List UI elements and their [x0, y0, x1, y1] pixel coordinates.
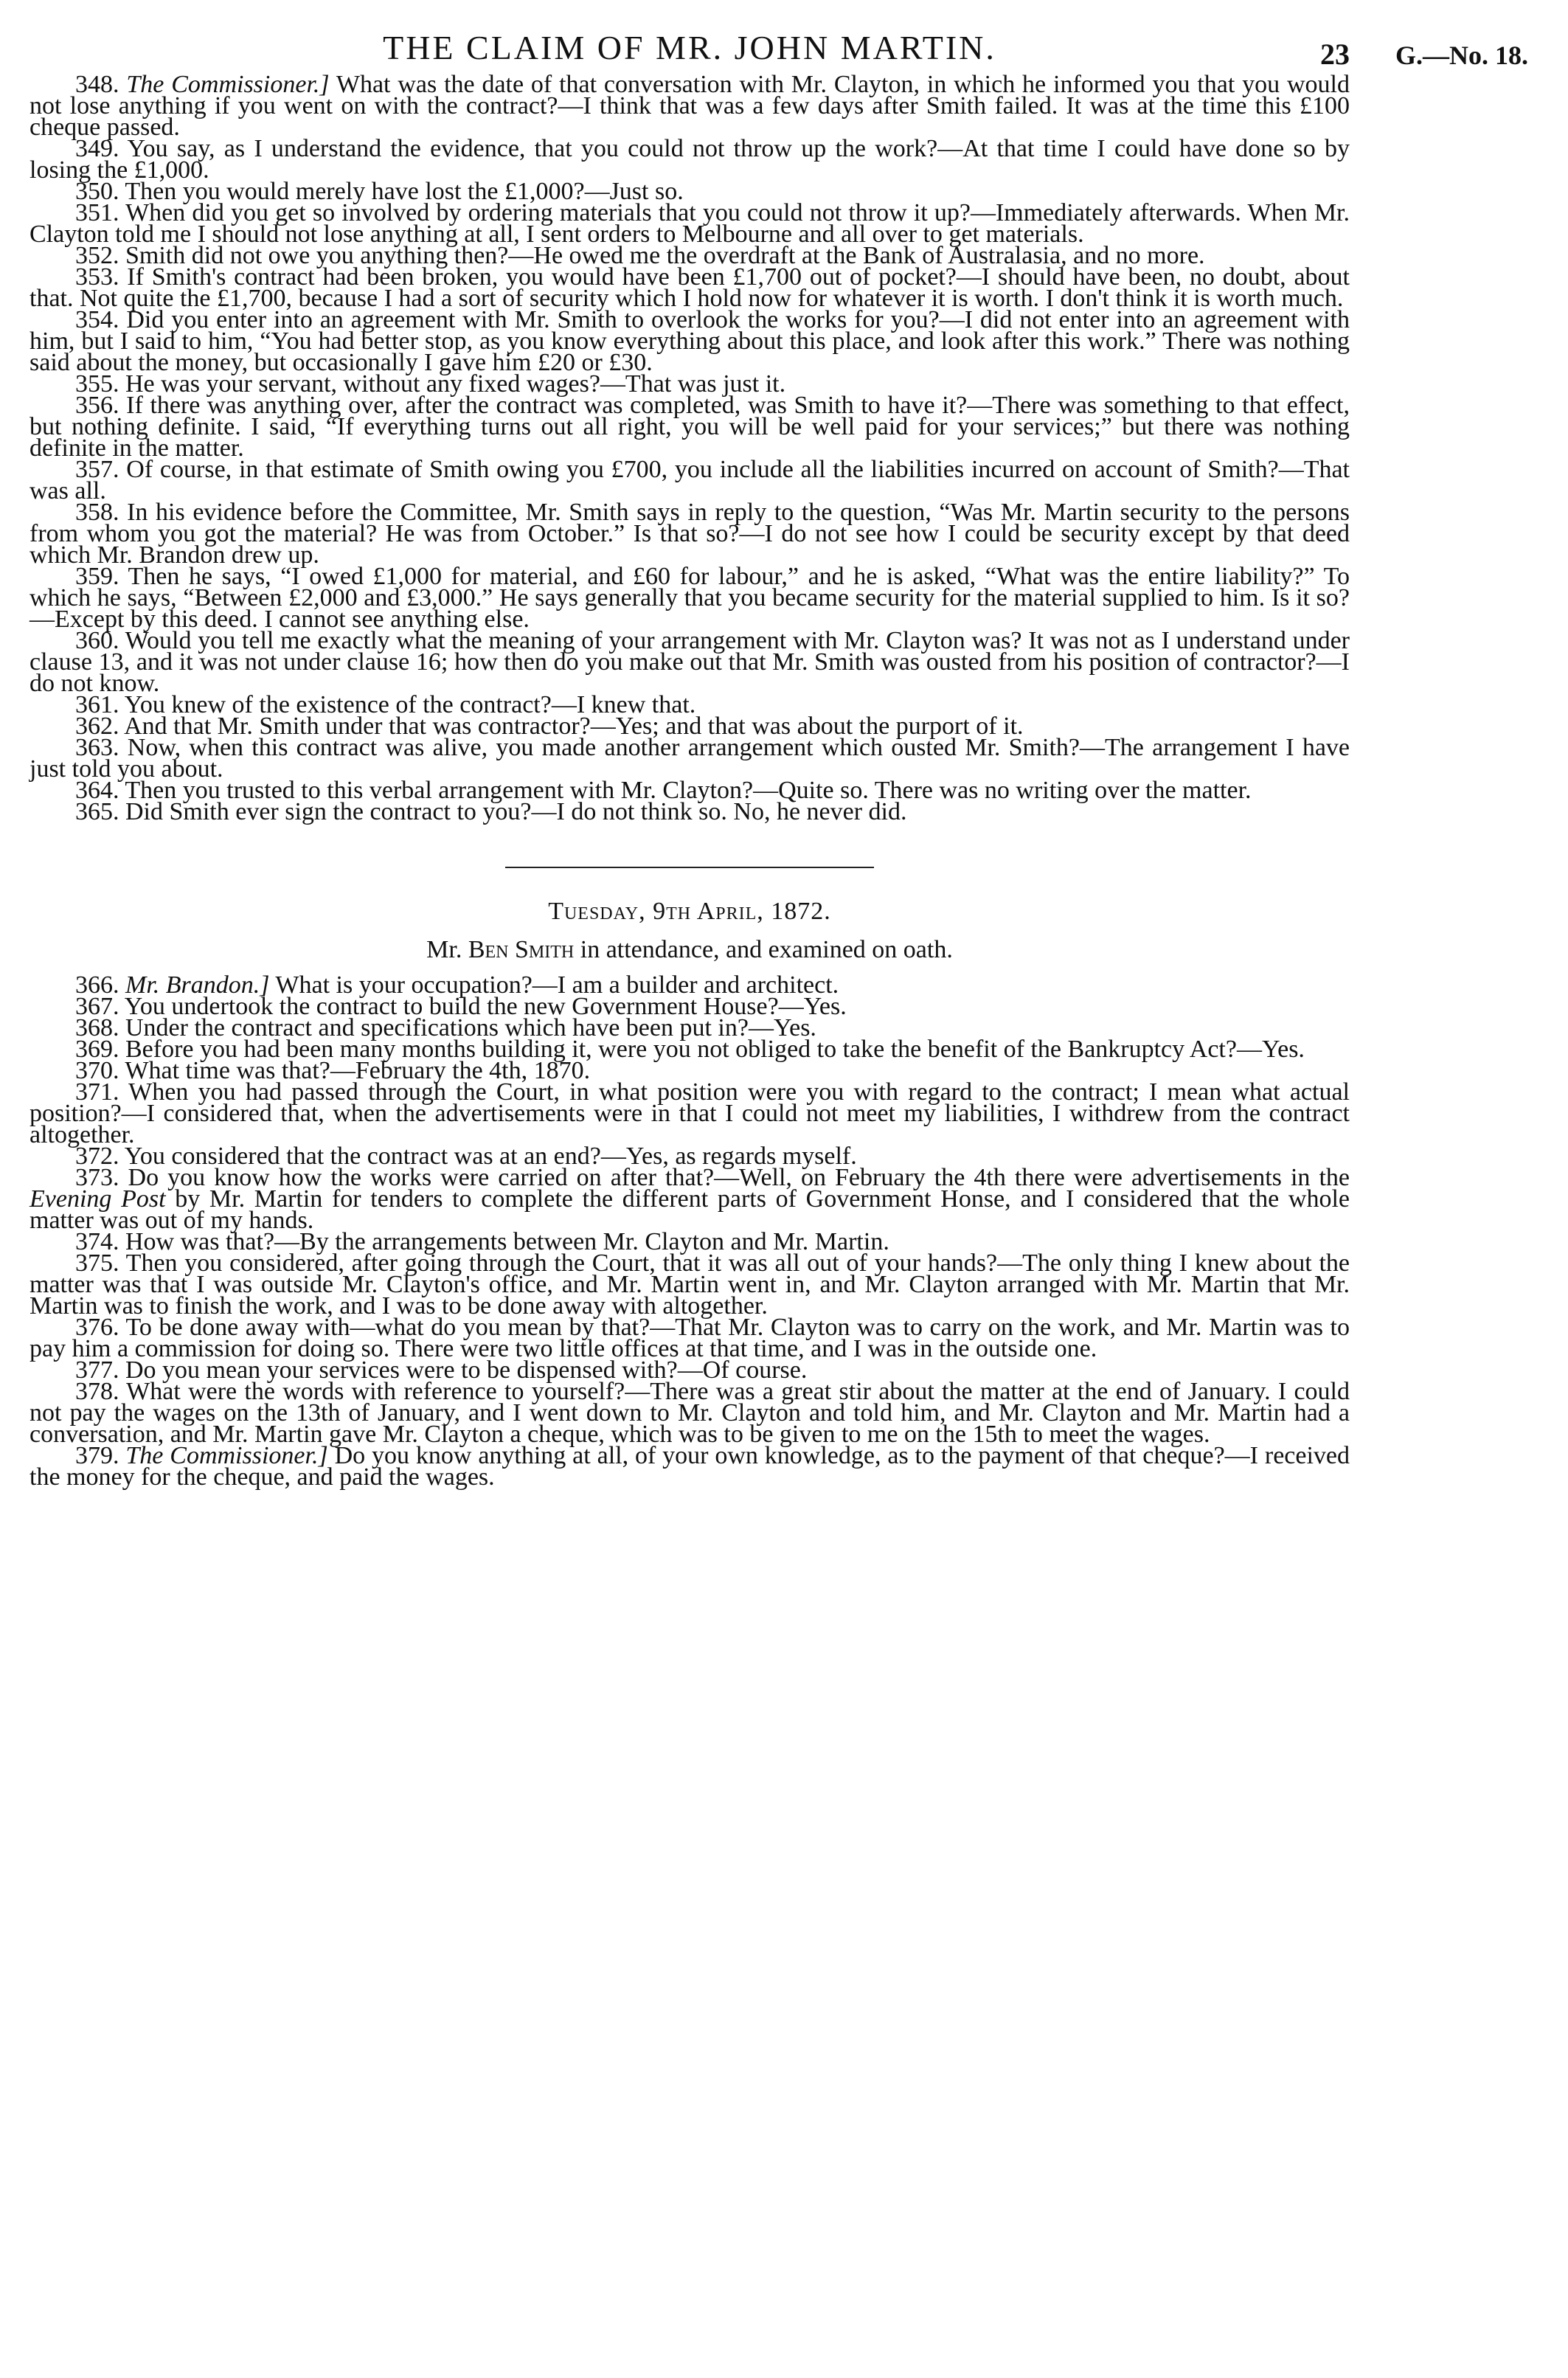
- attendance-suffix: in attendance, and examined on oath.: [574, 936, 953, 963]
- question-number: 357.: [75, 456, 119, 483]
- question-number: 373.: [75, 1164, 119, 1191]
- session-date: Tuesday, 9th April, 1872.: [548, 898, 831, 925]
- question-text: Then you trusted to this verbal arrangement with Mr. Clayton?—Quite so. There was no writing over the matter.: [125, 777, 1252, 804]
- question-paragraph: [30, 1164, 1350, 1234]
- testimony-section-martin: [30, 71, 1350, 825]
- question-paragraph: [30, 1314, 1350, 1362]
- question-number: 377.: [75, 1356, 119, 1384]
- document-title: THE CLAIM OF MR. JOHN MARTIN.: [383, 29, 996, 66]
- question-number: 363.: [75, 734, 119, 761]
- question-number: 349.: [75, 135, 119, 162]
- question-text: Would you tell me exactly what the meaning of your arrangement with Mr. Clayton was? It was not as I understand under clause 13, and it was not under clause 16; how then do you make out that Mr. Smith was ousted from his position of contractor?—I do not know.: [30, 627, 1350, 697]
- question-paragraph: [30, 563, 1350, 633]
- question-text: He was your servant, without any fixed wages?—That was just it.: [125, 370, 786, 398]
- witness-name: Ben Smith: [468, 936, 575, 963]
- question-text: Of course, in that estimate of Smith owing you £700, you include all the liabilities incurred on account of Smith?—That was all.: [30, 456, 1350, 505]
- question-paragraph: [30, 1378, 1350, 1448]
- question-text: Then you would merely have lost the £1,000?—Just so.: [125, 178, 684, 205]
- question-text: You say, as I understand the evidence, that you could not throw up the work?—At that time I could have done so by losing the £1,000.: [30, 135, 1350, 184]
- question-paragraph: [30, 392, 1350, 462]
- question-text: What was the date of that conversation with Mr. Clayton, in which he informed you that you would not lose anything if you went on with the contract?—I think that was a few days after Smith failed. It was at the time this £100 cheque passed.: [30, 71, 1350, 141]
- speaker-label: Mr. Brandon.]: [125, 971, 270, 999]
- speaker-label: The Commissioner.]: [125, 1442, 328, 1469]
- question-number: 376.: [75, 1314, 119, 1341]
- question-paragraph: [30, 199, 1350, 248]
- question-text: If Smith's contract had been broken, you would have been £1,700 out of pocket?—I should have been, no doubt, about that. Not quite the £1,700, because I had a sort of security which I hold now for whatever it is worth. I don't think it is worth much.: [30, 263, 1350, 312]
- question-text: And that Mr. Smith under that was contractor?—Yes; and that was about the purport of it.: [124, 713, 1024, 740]
- question-paragraph: [30, 71, 1350, 141]
- question-paragraph: [30, 263, 1350, 312]
- attendance-prefix: Mr.: [426, 936, 468, 963]
- question-number: 356.: [75, 392, 119, 419]
- question-text: Before you had been many months building it, were you not obliged to take the benefit of the Bankruptcy Act?—Yes.: [125, 1036, 1305, 1063]
- question-number: 362.: [75, 713, 119, 740]
- question-number: 358.: [75, 499, 119, 526]
- question-number: 364.: [75, 777, 119, 804]
- question-number: 359.: [75, 563, 119, 590]
- question-number: 366.: [75, 971, 119, 999]
- question-text: What were the words with reference to yourself?—There was a great stir about the matter at the end of January. I could not pay the wages on the 13th of January, and I went down to Mr. Clayton and told him, and Mr. Clayton and Mr. Martin had a conversation, and Mr. Martin gave Mr. Clayton a cheque, which was to be given to me on the 15th to meet the wages.: [30, 1378, 1350, 1448]
- question-text: How was that?—By the arrangements between Mr. Clayton and Mr. Martin.: [125, 1228, 889, 1255]
- question-paragraph: [30, 627, 1350, 697]
- question-number: 353.: [75, 263, 119, 291]
- question-number: 365.: [75, 798, 119, 825]
- question-number: 369.: [75, 1036, 119, 1063]
- question-text: Do you know how the works were carried on after that?—Well, on February the 4th there were advertisements in the Evening Post by Mr. Martin for tenders to complete the different parts of Government Honse, and I considered that the whole matter was out of my hands.: [30, 1164, 1350, 1234]
- question-number: 360.: [75, 627, 119, 654]
- question-text: Under the contract and specifications which have been put in?—Yes.: [125, 1014, 816, 1041]
- question-number: 368.: [75, 1014, 119, 1041]
- question-text: If there was anything over, after the contract was completed, was Smith to have it?—There was something to that effect, but nothing definite. I said, “If everything turns out all right, you will be well paid for your services;” but there was nothing definite in the matter.: [30, 392, 1350, 462]
- question-number: 378.: [75, 1378, 119, 1405]
- question-text: Then he says, “I owed £1,000 for material, and £60 for labour,” and he is asked, “What was the entire liability?” To which he says, “Between £2,000 and £3,000.” He says generally that you became security for the material supplied to him. Is it so?—Except by this deed. I cannot see anything else.: [30, 563, 1350, 633]
- question-text: You undertook the contract to build the new Government House?—Yes.: [124, 993, 847, 1020]
- question-paragraph: [30, 135, 1350, 184]
- question-text: Now, when this contract was alive, you made another arrangement which ousted Mr. Smith?—The arrangement I have just told you about.: [30, 734, 1350, 783]
- question-text: Did Smith ever sign the contract to you?—I do not think so. No, he never did.: [125, 798, 907, 825]
- question-number: 352.: [75, 242, 119, 269]
- question-paragraph: [30, 499, 1350, 569]
- question-paragraph: [30, 1249, 1350, 1320]
- attendance-line: [30, 936, 1350, 964]
- question-text: When you had passed through the Court, in what position were you with regard to the contract; I mean what actual position?—I considered that, when the advertisements were in that I could not meet my liabilities, I withdrew from the contract altogether.: [30, 1078, 1350, 1148]
- question-number: 367.: [75, 993, 119, 1020]
- question-text: Do you know anything at all, of your own knowledge, as to the payment of that cheque?—I received the money for the cheque, and paid the wages.: [30, 1442, 1350, 1491]
- question-number: 361.: [75, 691, 119, 718]
- question-paragraph: [30, 1442, 1350, 1491]
- question-paragraph: [30, 798, 1350, 825]
- question-paragraph: [30, 1078, 1350, 1148]
- question-number: 375.: [75, 1249, 119, 1277]
- page-number: 23: [1320, 38, 1350, 71]
- section-divider: [505, 867, 874, 868]
- testimony-section-smith: [30, 971, 1350, 1491]
- question-text: Then you considered, after going through the Court, that it was all out of your hands?—The only thing I knew about the matter was that I was outside Mr. Clayton's office, and Mr. Martin went in, and Mr. Clayton arranged with Mr. Martin that Mr. Martin was to finish the work, and I was to be done away with altogether.: [30, 1249, 1350, 1320]
- document-page: [30, 21, 1528, 1491]
- question-paragraph: [30, 734, 1350, 783]
- question-number: 350.: [75, 178, 119, 205]
- question-number: 370.: [75, 1057, 119, 1084]
- question-text: To be done away with—what do you mean by that?—That Mr. Clayton was to carry on the work, and Mr. Martin was to pay him a commission for doing so. There were two little offices at that time, and I was in the outside one.: [30, 1314, 1350, 1362]
- question-text: Smith did not owe you anything then?—He owed me the overdraft at the Bank of Australasia, and no more.: [125, 242, 1205, 269]
- question-paragraph: [30, 456, 1350, 505]
- question-number: 348.: [75, 71, 119, 98]
- question-text: You considered that the contract was at an end?—Yes, as regards myself.: [124, 1143, 857, 1170]
- question-number: 351.: [75, 199, 119, 226]
- question-text: When did you get so involved by ordering materials that you could not throw it up?—Immediately afterwards. When Mr. Clayton told me I should not lose anything at all, I sent orders to Melbourne and all over to get materials.: [30, 199, 1350, 248]
- page-header: [30, 21, 1528, 74]
- question-text: What is your occupation?—I am a builder and architect.: [269, 971, 839, 999]
- question-number: 355.: [75, 370, 119, 398]
- question-number: 372.: [75, 1143, 119, 1170]
- question-text: In his evidence before the Committee, Mr. Smith says in reply to the question, “Was Mr. Martin security to the persons from whom you got the material? He was from October.” Is that so?—I do not see how I could be security except by that deed which Mr. Brandon drew up.: [30, 499, 1350, 569]
- question-number: 371.: [75, 1078, 119, 1106]
- question-text: Did you enter into an agreement with Mr. Smith to overlook the works for you?—I did not enter into an agreement with him, but I said to him, “You had better stop, as you know everything about this place, and look after this work.” There was nothing said about the money, but occasionally I gave him £20 or £30.: [30, 306, 1350, 376]
- question-number: 374.: [75, 1228, 119, 1255]
- question-text: You knew of the existence of the contract?—I knew that.: [124, 691, 696, 718]
- question-text: What time was that?—February the 4th, 1870.: [125, 1057, 591, 1084]
- speaker-label: The Commissioner.]: [126, 71, 330, 98]
- question-number: 354.: [75, 306, 119, 333]
- paper-reference: G.—No. 18.: [1395, 41, 1528, 70]
- question-number: 379.: [75, 1442, 119, 1469]
- question-paragraph: [30, 306, 1350, 376]
- question-text: Do you mean your services were to be dispensed with?—Of course.: [125, 1356, 808, 1384]
